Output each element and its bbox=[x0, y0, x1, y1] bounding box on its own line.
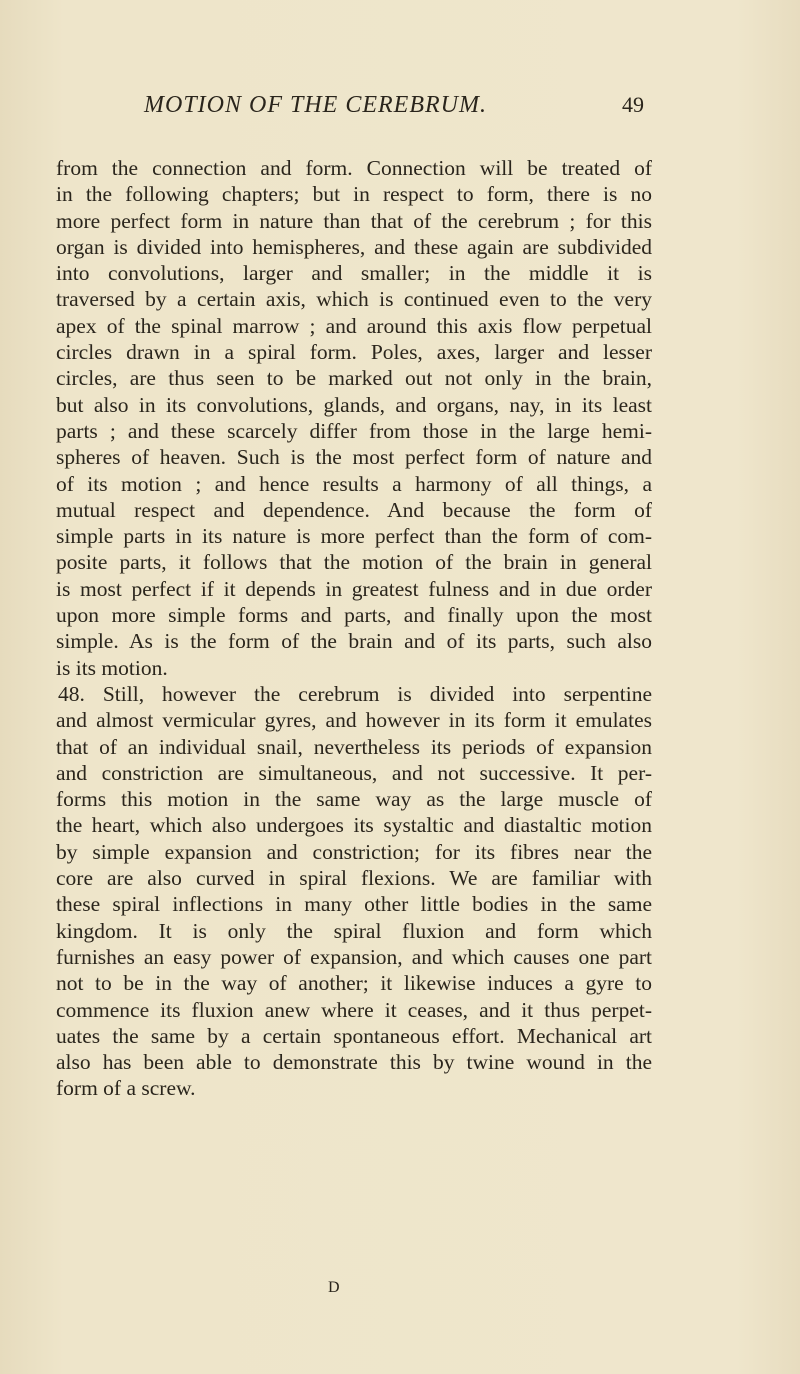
running-head bbox=[0, 88, 800, 122]
text-line: forms this motion in the same way as the large muscle of bbox=[56, 787, 652, 812]
text-line: circles, are thus seen to be marked out not only in the brain, bbox=[56, 366, 652, 391]
running-title: MOTION OF THE CEREBRUM. bbox=[144, 92, 487, 118]
text-line: more perfect form in nature than that of the cerebrum ; for this bbox=[56, 208, 652, 233]
text-line: into convolutions, larger and smaller; in the middle it is bbox=[56, 261, 652, 286]
text-line: commence its fluxion anew where it ceases, and it thus perpet- bbox=[56, 997, 652, 1022]
text-line: these spiral inflections in many other little bodies in the same bbox=[56, 892, 652, 917]
text-line: that of an individual snail, nevertheless its periods of expansion bbox=[56, 734, 652, 759]
signature-mark: D bbox=[328, 1279, 340, 1296]
text-line: but also in its convolutions, glands, and organs, nay, in its least bbox=[56, 392, 652, 417]
text-line: from the connection and form. Connection will be treated of bbox=[56, 156, 652, 180]
paragraph-start-line: 48. Still, however the cerebrum is divided into serpentine bbox=[58, 681, 652, 706]
text-line: and constriction are simultaneous, and not successive. It per- bbox=[56, 760, 652, 785]
text-line: apex of the spinal marrow ; and around this axis flow perpetual bbox=[56, 313, 652, 338]
text-line: the heart, which also undergoes its systaltic and diastaltic motion bbox=[56, 813, 652, 838]
page-number: 49 bbox=[622, 92, 644, 117]
text-line: of its motion ; and hence results a harmony of all things, a bbox=[56, 471, 652, 496]
text-line: upon more simple forms and parts, and finally upon the most bbox=[56, 603, 652, 628]
text-line: simple parts in its nature is more perfect than the form of com- bbox=[56, 524, 652, 549]
text-line: kingdom. It is only the spiral fluxion and form which bbox=[56, 918, 652, 943]
text-line: also has been able to demonstrate this by twine wound in the bbox=[56, 1050, 652, 1075]
text-line: not to be in the way of another; it likewise induces a gyre to bbox=[56, 971, 652, 996]
text-line: mutual respect and dependence. And because the form of bbox=[56, 497, 652, 522]
text-line: is most perfect if it depends in greatest fulness and in due order bbox=[56, 576, 652, 601]
text-line: simple. As is the form of the brain and of its parts, such also bbox=[56, 629, 652, 654]
text-line: form of a screw. bbox=[56, 1076, 196, 1101]
text-line: traversed by a certain axis, which is continued even to the very bbox=[56, 287, 652, 312]
text-line: organ is divided into hemispheres, and these again are subdivided bbox=[56, 234, 652, 259]
text-line: circles drawn in a spiral form. Poles, axes, larger and lesser bbox=[56, 340, 652, 365]
text-line: is its motion. bbox=[56, 655, 168, 680]
text-line: parts ; and these scarcely differ from those in the large hemi- bbox=[56, 418, 652, 443]
text-line: core are also curved in spiral flexions. We are familiar with bbox=[56, 866, 652, 891]
text-line: spheres of heaven. Such is the most perfect form of nature and bbox=[56, 445, 652, 470]
body-text bbox=[56, 155, 652, 1102]
text-line: uates the same by a certain spontaneous effort. Mechanical art bbox=[56, 1023, 652, 1048]
text-line: furnishes an easy power of expansion, and which causes one part bbox=[56, 944, 652, 969]
text-line: and almost vermicular gyres, and however in its form it emulates bbox=[56, 708, 652, 733]
text-line: posite parts, it follows that the motion of the brain in general bbox=[56, 550, 652, 575]
text-line: in the following chapters; but in respect to form, there is no bbox=[56, 182, 652, 207]
text-line: by simple expansion and constriction; for its fibres near the bbox=[56, 839, 652, 864]
